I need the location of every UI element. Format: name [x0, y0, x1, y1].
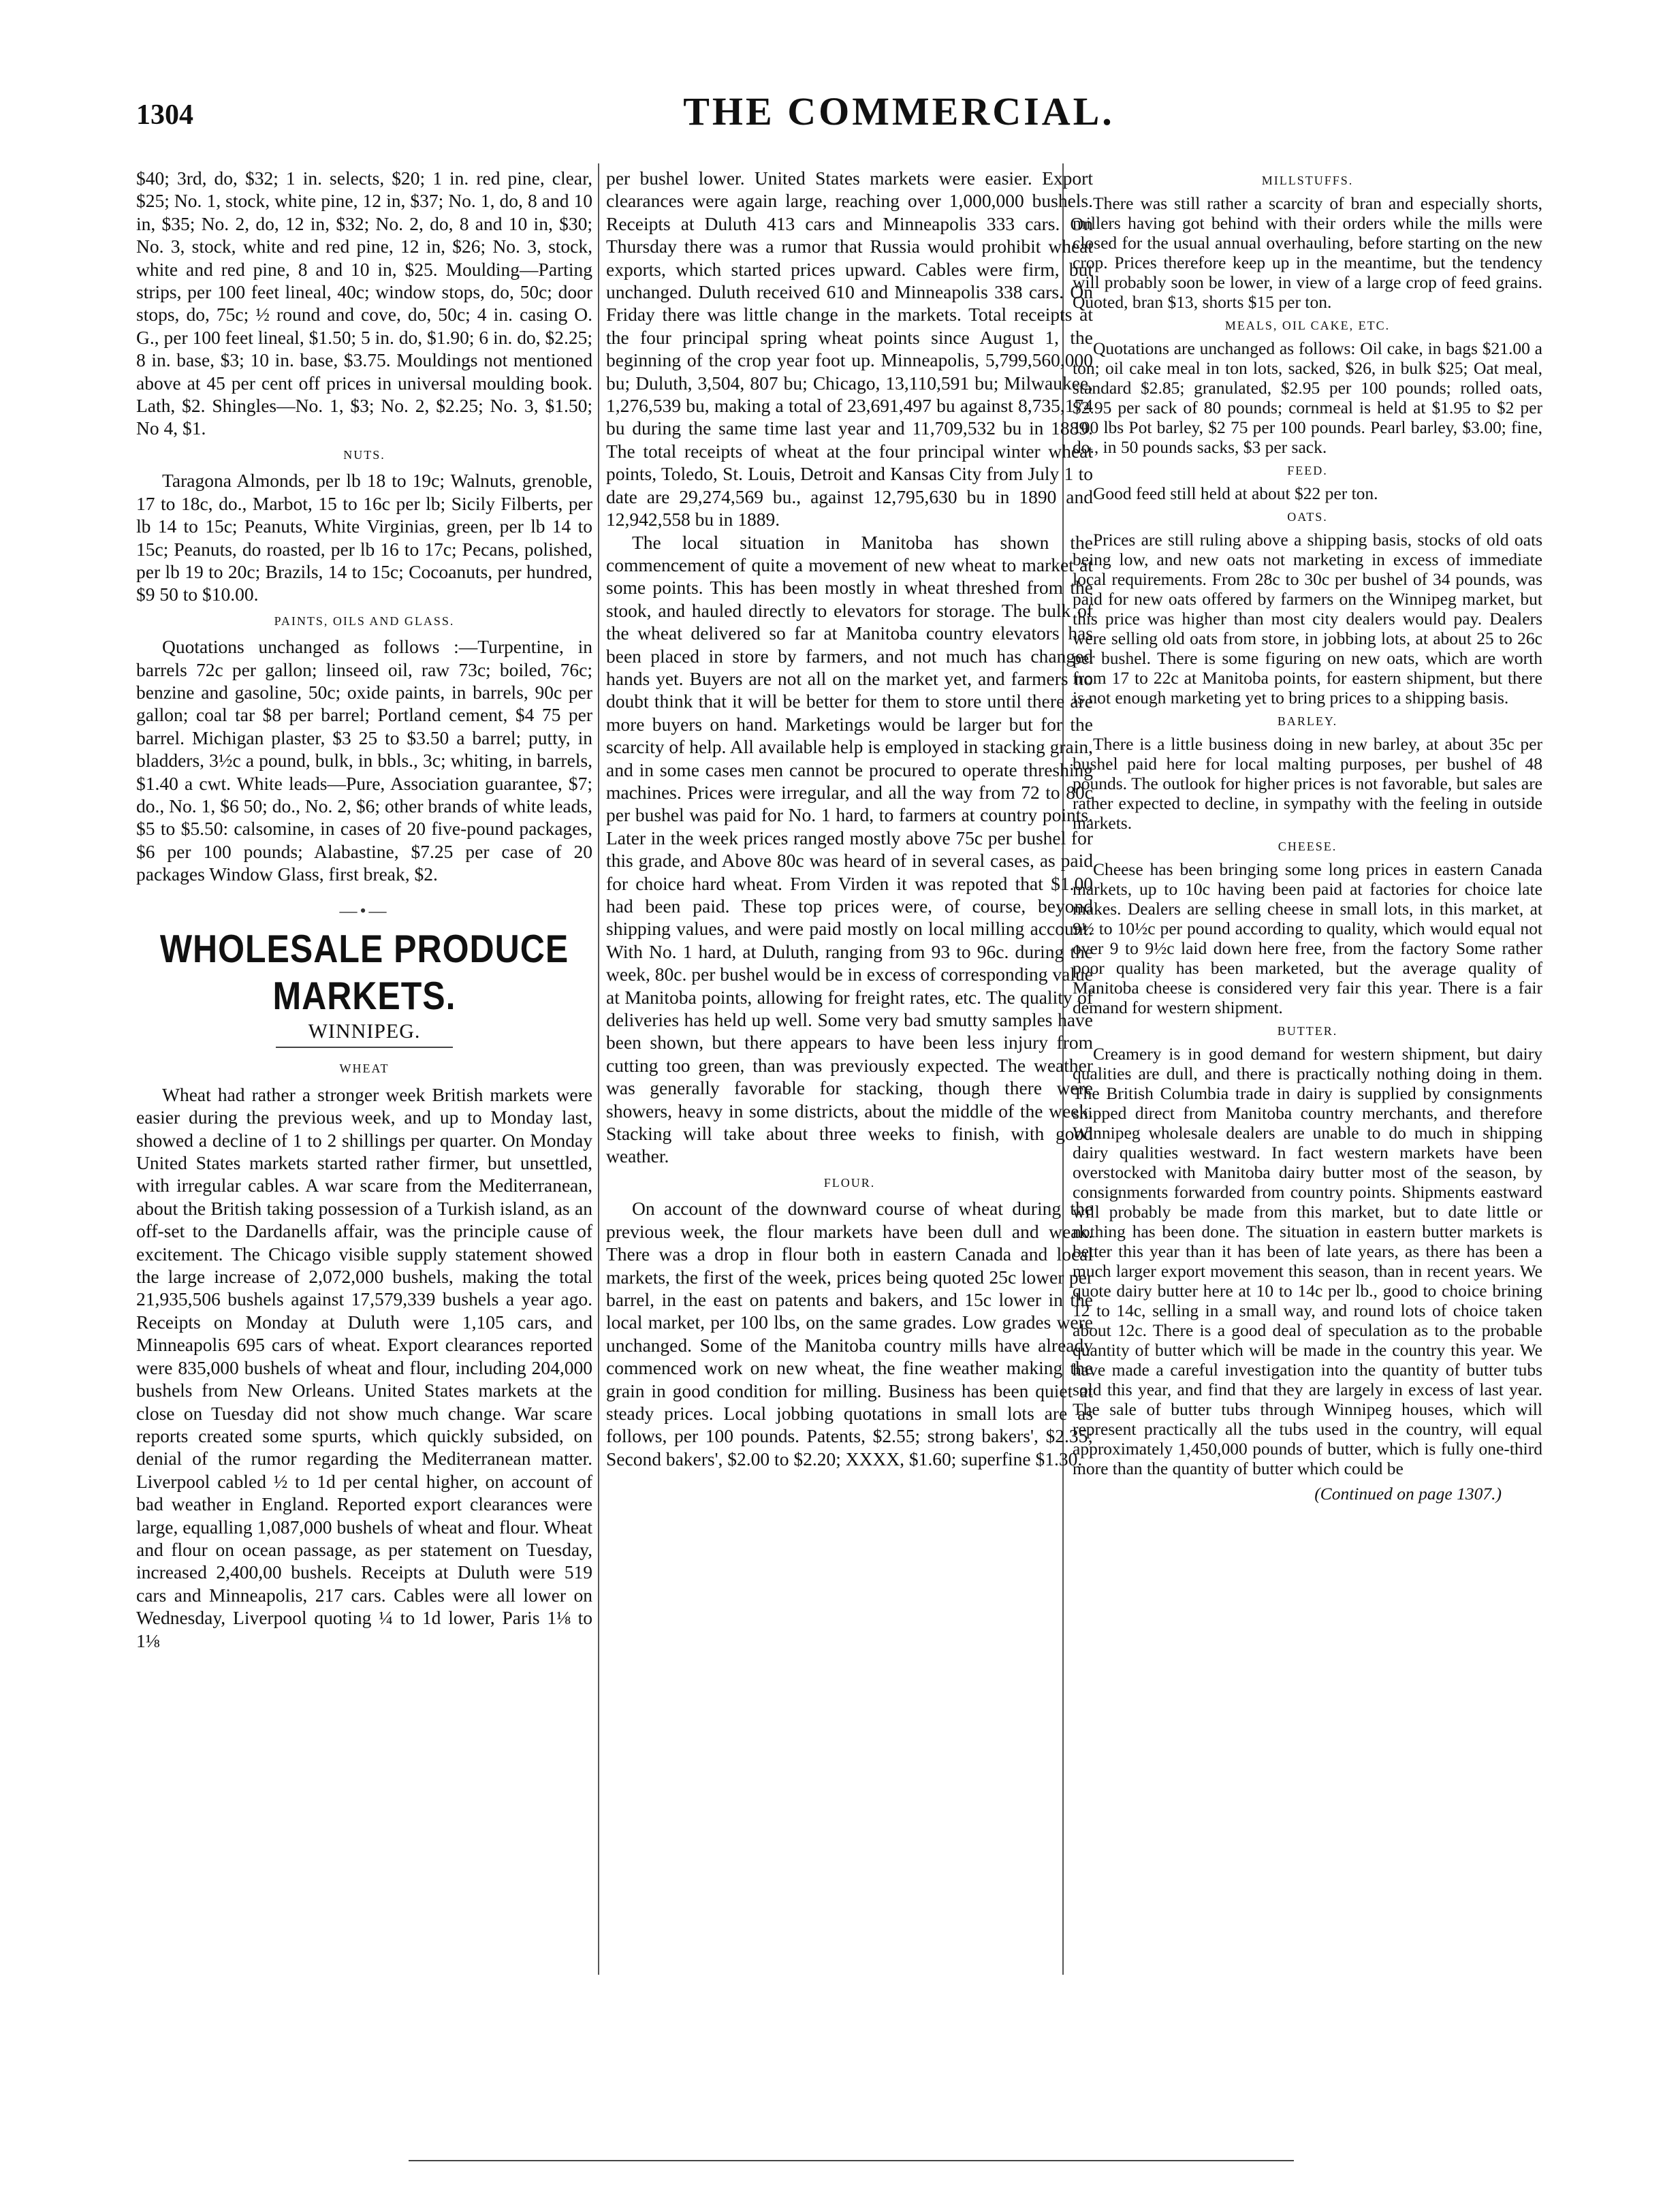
section-head-nuts: NUTS.	[343, 447, 385, 462]
divider	[276, 1047, 453, 1048]
butter-paragraph: Creamery is in good demand for western shipment, but dairy qualities are dull, and there is practically nothing doing in them. The British Columbia trade in dairy is supplied by consignments shipped direct from Manitoba country merchants, and therefore Winnipeg wholesale dealers are unable to do much in shipping dairy qualities westward. In fact western markets have been overstocked with Manitoba dairy butter most of the season, by consignments forwarded from country points. Shipments eastward will probably be made from this market, but to date little or nothing has been done. The situation in eastern butter markets is better this year than it has been of late years, as there has been a much larger export movement this season, than in recent years. We quote dairy butter here at 10 to 14c per lb., good to choice brining 12 to 14c, selling in a small way, and round lots of choice taken about 12c. There is a good deal of speculation as to the probable quantity of butter which will be made in the country this year. We have made a careful investigation into the quantity of butter tubs sold this year, and find that they are largely in excess of last year. The sale of butter tubs through Winnipeg houses, which will represent practically all the tubs used in the country, will equal approximately 1,450,000 pounds of butter, which is fully one-third more than the quantity of butter which could be	[1073, 1044, 1542, 1478]
oats-paragraph: Prices are still ruling above a shipping basis, stocks of old oats being low, and new oats not marketing in excess of immediate local requirements. From 28c to 30c per bushel of 34 pounds, was paid for new oats offered by farmers on the Winnipeg market, but this price was higher than most city dealers would pay. Dealers were selling old oats from store, in jobbing lots, at about 25 to 26c per bushel. There is some figuring on new oats, which are worth from 17 to 22c at Manitoba points, for eastern shipment, but there is not enough marketing yet to bring prices to a shipping basis.	[1073, 530, 1542, 708]
section-head-meals: MEALS, OIL CAKE, ETC.	[1224, 319, 1391, 332]
bottom-rule	[409, 2160, 1294, 2161]
cheese-paragraph: Cheese has been bringing some long prices in eastern Canada markets, up to 10c having been paid at factories for choice late makes. Dealers are selling cheese in small lots, in this market, at 9½ to 10½c per pound according to quality, which would equal not over 9 to 9½c laid down here free, from the factory Some rather poor quality has been marketed, but the average quality of Manitoba cheese is considered very fair this year. There is a fair demand for western shipment.	[1073, 859, 1542, 1017]
section-head-flour: FLOUR.	[823, 1175, 876, 1190]
article-dateline: WINNIPEG.	[308, 1020, 421, 1043]
section-head-millstuffs: MILLSTUFFS.	[1261, 174, 1354, 187]
section-head-cheese: CHEESE.	[1278, 840, 1337, 853]
page-header	[0, 0, 1680, 177]
wheat-paragraph: Wheat had rather a stronger week British markets were easier during the previous week, and up to Monday last, showed a decline of 1 to 2 shillings per quarter. On Monday United States markets started rather firmer, but unsettled, with irregular cables. A war scare from the Mediterranean, about the British taking possession of a Turkish island, as an off-set to the Dardanells affair, was the principle cause of excitement. The Chicago visible supply statement showed the large increase of 2,072,000 bushels, making the total 21,935,506 bushels against 17,579,339 bushels a year ago. Receipts on Monday at Duluth were 1,105 cars, and Minneapolis 695 cars of wheat. Export clearances reported were 835,000 bushels of wheat and flour, including 204,000 bushels from New Orleans. United States markets at the close on Tuesday did not show much change. War scare reports created some spurts, which quickly subsided, on denial of the rumor regarding the Mediterranean matter. Liverpool cabled ½ to 1d per cental higher, on account of bad weather in England. Reported export clearances were large, equalling 1,087,000 bushels of wheat and flour. Wheat and flour on ocean passage, as per statement on Tuesday, increased 2,400,00 bushels. Receipts at Duluth were 519 cars and Minneapolis, 217 cars. Cables were all lower on Wednesday, Liverpool quoting ¼ to 1d lower, Paris 1⅛ to 1⅛	[136, 1083, 592, 1651]
lumber-paragraph: $40; 3rd, do, $32; 1 in. selects, $20; 1 in. red pine, clear, $25; No. 1, stock, white pine, 12 in, $37; No. 1, do, 8 and 10 in, $35; No. 2, do, 12 in, $32; No. 2, do, 8 and 10 in, $30; No. 3, stock, white and red pine, 12 in, $26; No. 3, stock, white and red pine, 8 and 10 in, $25. Moulding—Parting strips, per 100 feet lineal, 40c; window stops, do, 50c; door stops, do, 75c; ½ round and cove, do, 50c; 4 in. casing O. G., per 100 feet lineal, $1.50; 5 in. do, $1.90; 6 in. do, $2.25; 8 in. base, $3; 10 in. base, $3.75. Mouldings not mentioned above at 45 per cent off prices in universal moulding book. Lath, $2. Shingles—No. 1, $3; No. 2, $2.25; No. 3, $1.50; No 4, $1.	[136, 168, 592, 439]
flour-paragraph: On account of the downward course of wheat during the previous week, the flour markets have been dull and weak. There was a drop in flour both in eastern Canada and local markets, the first of the week, prices being quoted 25c lower per barrel, in the east on patents and bakers, and 15c lower in the local market, per 100 lbs, on the same grades. Low grades were unchanged. Some of the Manitoba country mills have already commenced work on new wheat, the fine weather making the grain in good condition for milling. Business has been quiet at steady prices. Local jobbing quotations in small lots are as follows, per 100 pounds. Patents, $2.55; strong bakers', $2.35; Second bakers', $2.00 to $2.20; XXXX, $1.60; superfine $1.30.	[606, 1198, 1093, 1469]
column-1	[136, 167, 592, 2142]
column-3	[1073, 167, 1542, 2142]
nuts-paragraph: Taragona Almonds, per lb 18 to 19c; Walnuts, grenoble, 17 to 18c, do., Marbot, 15 to 16c per lb; Sicily Filberts, per lb 14 to 15c; Peanuts, White Virginias, green, per lb 14 to 15c; Peanuts, do roasted, per lb 16 to 17c; Pecans, polished, per lb 19 to 20c; Brazils, 14 to 15c; Cocoanuts, per hundred, $9 50 to $10.00.	[136, 470, 592, 605]
section-head-butter: BUTTER.	[1277, 1024, 1338, 1038]
paints-paragraph: Quotations unchanged as follows :—Turpentine, in barrels 72c per gallon; linseed oil, raw 73c; boiled, 76c; benzine and gasoline, 50c; oxide paints, in barrels, 90c per gallon; coal tar $8 per barrel; Portland cement, $4 75 per barrel. Michigan plaster, $3 25 to $3.50 a barrel; putty, in bladders, 3½c a pound, bulk, in bbls., 3c; whiting, in barrels, $1.40 a cwt. White leads—Pure, Association guarantee, $7; do., No. 1, $6 50; do., No. 2, $6; other brands of white leads, $5 to $5.50: calsomine, in cases of 20 five-pound packages, $6 per 100 pounds; Alabastine, $7.25 per case of 20 packages Window Glass, first break, $2.	[136, 636, 592, 885]
millstuffs-paragraph: There was still rather a scarcity of bran and especially shorts, millers having got behind with their orders while the mills were closed for the usual annual overhauling, before starting on the new crop. Prices therefore keep up in the meantime, but the tendency will probably soon be lower, in view of a large crop of feed grains. Quoted, bran $13, shorts $15 per ton.	[1073, 193, 1542, 312]
column-2	[606, 167, 1093, 2142]
barley-paragraph: There is a little business doing in new barley, at about 35c per bushel paid here for local malting purposes, per bushel of 48 pounds. The outlook for higher prices is not favorable, but sales are rather expected to decline, in sympathy with the feeling in outside markets.	[1073, 734, 1542, 833]
column-rule	[598, 163, 599, 1975]
section-head-paints: PAINTS, OILS AND GLASS.	[274, 614, 455, 628]
local-situation-paragraph: The local situation in Manitoba has shown the commencement of quite a movement of new wheat to market at some points. This has been mostly in wheat threshed from the stook, and hauled directly to elevators for storage. The bulk of the wheat delivered so far at Manitoba country elevators has been placed in store by farmers, and not much has changed hands yet. Buyers are not all on the market yet, and farmers no doubt think that it will be better for them to store until there are more buyers on hand. Marketings would be larger but for the scarcity of help. All available help is employed in stacking grain, and in some cases men cannot be procured to operate threshing machines. Prices were irregular, and all the way from 72 to 80c per bushel was paid for No. 1 hard, to farmers at country points. Later in the week prices ranged mostly above 75c per bushel for this grade, and Above 80c was heard of in several cases, as paid for choice hard wheat. From Virden it was repoted that $1.00 had been paid. These top prices were, of course, beyond shipping values, and were paid mostly on local milling account. With No. 1 hard, at Duluth, ranging from 93 to 96c. during the week, 80c. per bushel would be in excess of corresponding value at Manitoba points, allowing for freight rates, etc. The quality of deliveries has held up well. Some very bad smutty samples have been shown, but there appears to have been less injury from cutting too green, than was previously expected. The weather was generally favorable for stacking, though there were showers, heavy in some districts, about the middle of the week. Stacking will take about three weeks to finish, with good weather.	[606, 531, 1093, 1167]
ornament-divider: —•—	[339, 900, 390, 921]
section-head-barley: BARLEY.	[1277, 714, 1338, 728]
wheat-continued-paragraph: per bushel lower. United States markets were easier. Export clearances were again large, reaching over 1,000,000 bushels. Receipts at Duluth 413 cars and Minneapolis 333 cars. On Thursday there was a rumor that Russia would prohibit wheat exports, which started prices upward. Cables were firm, but unchanged. Duluth received 610 and Minneapolis 338 cars. On Friday there was little change in the markets. Total receipts at the four principal spring wheat points since August 1, the beginning of the crop year foot up. Minneapolis, 5,799,560,000 bu; Duluth, 3,504, 807 bu; Chicago, 13,110,591 bu; Milwaukee, 1,276,539 bu, making a total of 23,691,497 bu against 8,735,174 bu during the same time last year and 11,709,532 bu in 1889. The total receipts of wheat at the four principal winter wheat points, Toledo, St. Louis, Detroit and Kansas City from July 1 to date are 29,274,569 bu., against 12,795,630 bu in 1890 and 12,942,558 bu in 1889.	[606, 168, 1093, 530]
section-head-wheat: WHEAT	[339, 1062, 390, 1076]
article-headline: WHOLESALE PRODUCE MARKETS.	[159, 927, 569, 1018]
section-head-feed: FEED.	[1287, 464, 1328, 477]
meals-paragraph: Quotations are unchanged as follows: Oil cake, in bags $21.00 a ton; oil cake meal in ton lots, sacked, $26, in bulk $25; Oat meal, standard $2.85; granulated, $2.95 per 100 pounds; rolled oats, $2.95 per sack of 80 pounds; cornmeal is held at $1.95 to $2 per 100 lbs Pot barley, $2 75 per 100 pounds. Pearl barley, $3.00; fine, do., in 50 pounds sacks, $3 per sack.	[1073, 338, 1542, 457]
feed-paragraph: Good feed still held at about $22 per ton.	[1093, 483, 1378, 503]
page-number: 1304	[136, 99, 193, 131]
continued-note: (Continued on page 1307.)	[1314, 1484, 1502, 1504]
masthead: THE COMMERCIAL.	[683, 89, 1115, 133]
section-head-oats: OATS.	[1287, 510, 1328, 524]
